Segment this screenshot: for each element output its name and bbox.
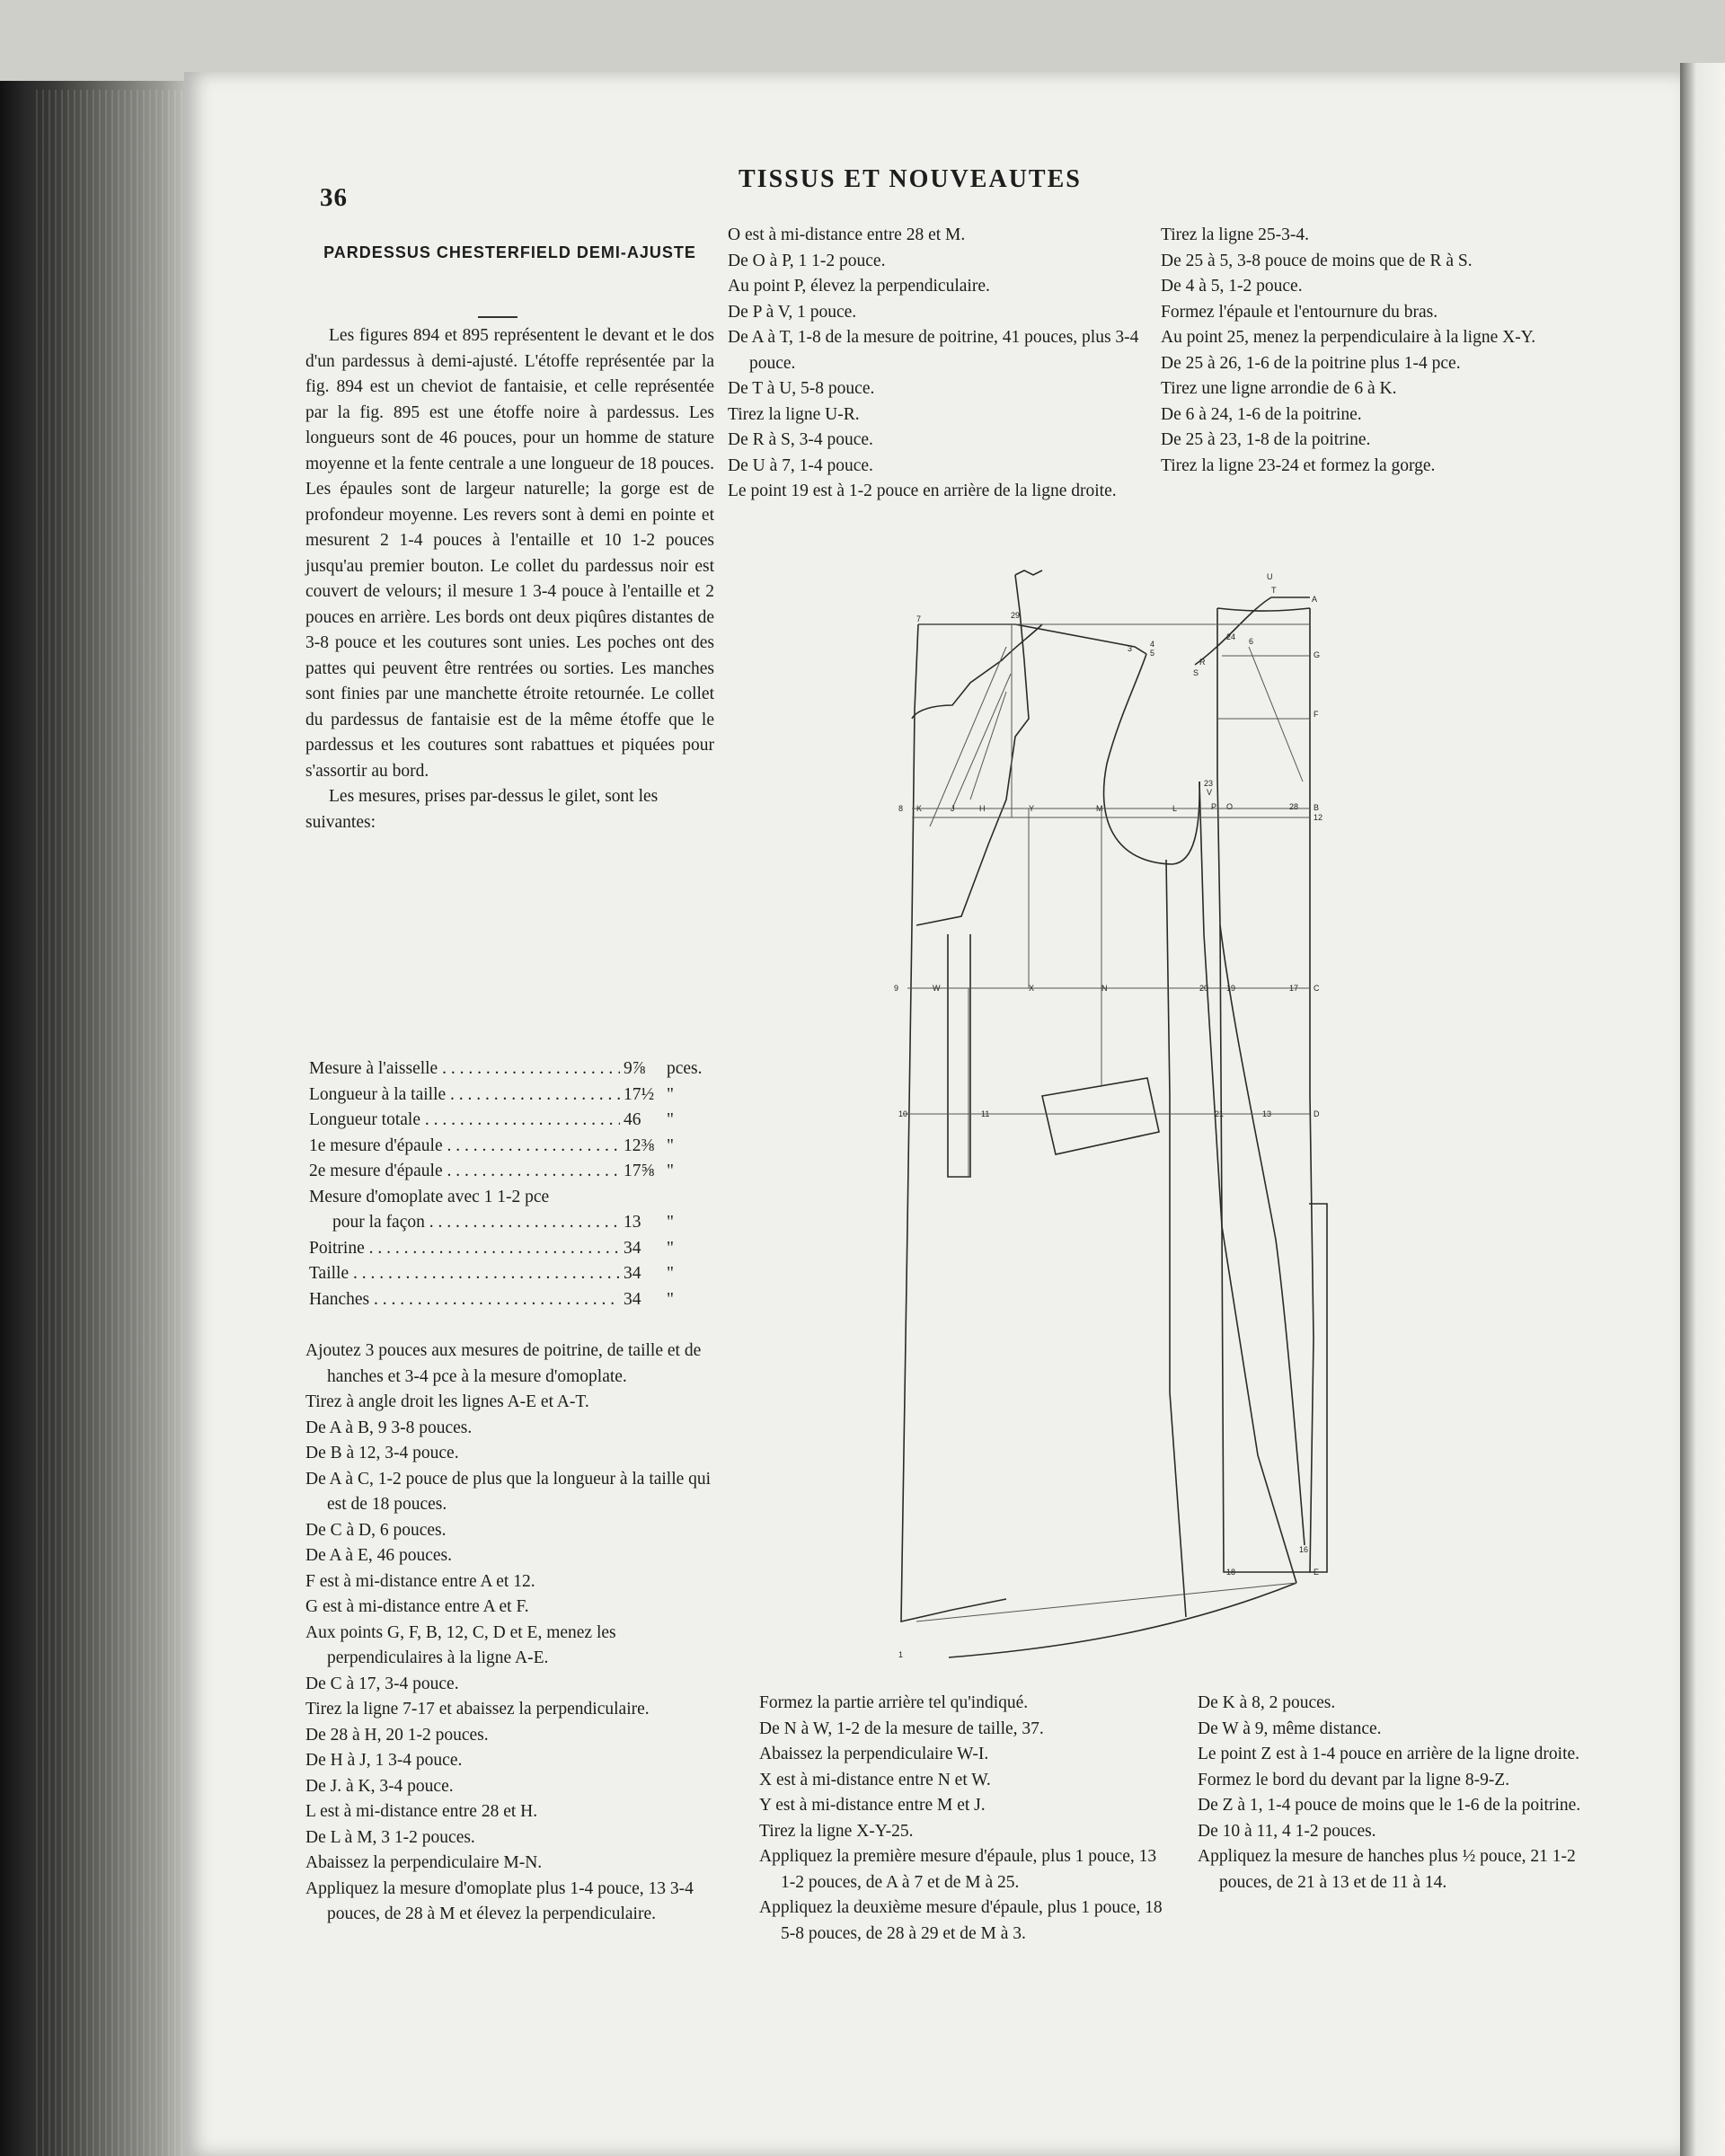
measurement-row <box>309 1134 713 1160</box>
measurement-value: 12⅜ <box>620 1134 663 1160</box>
step-text: Appliquez la première mesure d'épaule, plus 1 pouce, 13 1-2 pouces, de A à 7 et de M à 25. <box>759 1847 1157 1892</box>
label-D: D <box>1314 1109 1320 1118</box>
measurement-label: Longueur totale . . . <box>309 1108 620 1134</box>
measurement-unit: " <box>667 1213 674 1232</box>
column-1-steps <box>305 1339 714 1928</box>
label-E: E <box>1314 1568 1320 1577</box>
armhole-curve <box>1104 654 1200 864</box>
step-text: Ajoutez 3 pouces aux mesures de poitrine, de taille et de hanches et 3-4 pce à la mesure d'omoplate. <box>305 1341 702 1386</box>
label-K: K <box>916 804 923 813</box>
measurement-value: 17⅝ <box>620 1159 663 1185</box>
label-23: 23 <box>1204 779 1214 788</box>
label-7: 7 <box>916 614 922 623</box>
step-text: De 6 à 24, 1-6 de la poitrine. <box>1161 404 1362 424</box>
label-24: 24 <box>1226 632 1236 641</box>
pattern-svg <box>880 557 1464 1662</box>
step-text: De N à W, 1-2 de la mesure de taille, 37. <box>759 1719 1044 1738</box>
label-B: B <box>1314 803 1320 812</box>
measurement-label: Taille . . . <box>309 1261 620 1287</box>
step-text: Formez la partie arrière tel qu'indiqué. <box>759 1693 1029 1712</box>
step-text: Formez l'épaule et l'entournure du bras. <box>1161 302 1438 322</box>
back-side-seam <box>1199 782 1299 1583</box>
measurement-label: Poitrine . . . <box>309 1236 620 1262</box>
step-text: De O à P, 1 1-2 pouce. <box>728 251 886 270</box>
measurement-label: pour la façon . . . <box>309 1210 620 1236</box>
label-5: 5 <box>1150 649 1155 658</box>
diagonal-lapel1 <box>930 647 1006 826</box>
step-text: Formez le bord du devant par la ligne 8-9-Z. <box>1198 1770 1510 1789</box>
measurement-label: Mesure d'omoplate avec 1 1-2 pce <box>309 1187 550 1206</box>
label-U: U <box>1267 572 1273 581</box>
step-text: De L à M, 3 1-2 pouces. <box>305 1827 475 1847</box>
step-text: De W à 9, même distance. <box>1198 1719 1382 1738</box>
label-W: W <box>933 984 941 993</box>
label-O: O <box>1226 802 1234 811</box>
facing-page-edge <box>1680 63 1725 2156</box>
label-S: S <box>1193 668 1199 677</box>
measurement-row <box>309 1185 713 1211</box>
column-5 <box>1198 1691 1611 1895</box>
label-11: 11 <box>981 1109 990 1118</box>
step-text: Appliquez la mesure de hanches plus ½ pouce, 21 1-2 pouces, de 21 à 13 et de 11 à 14. <box>1198 1847 1576 1892</box>
step-text: G est à mi-distance entre A et F. <box>305 1597 529 1616</box>
measurement-label: 2e mesure d'épaule . . . <box>309 1159 620 1185</box>
step-text: Tirez une ligne arrondie de 6 à K. <box>1161 379 1397 398</box>
measurement-label: Mesure à l'aisselle . . . <box>309 1056 620 1082</box>
step-text: De U à 7, 1-4 pouce. <box>728 455 873 475</box>
measurement-row <box>309 1287 713 1313</box>
diagonal-lapel3 <box>970 692 1006 800</box>
section-title: PARDESSUS CHESTERFIELD DEMI-AJUSTE <box>323 243 696 261</box>
step-text: F est à mi-distance entre A et 12. <box>305 1571 535 1591</box>
step-text: Tirez la ligne 23-24 et formez la gorge. <box>1161 455 1436 475</box>
label-L: L <box>1172 804 1178 813</box>
label-C: C <box>1314 984 1320 993</box>
step-text: De A à B, 9 3-8 pouces. <box>305 1418 473 1437</box>
label-X: X <box>1029 984 1035 993</box>
step-text: De 28 à H, 20 1-2 pouces. <box>305 1725 489 1745</box>
step-text: De A à C, 1-2 pouce de plus que la longueur à la taille qui est de 18 pouces. <box>305 1469 712 1514</box>
step-text: De 25 à 23, 1-8 de la poitrine. <box>1161 430 1371 449</box>
measurement-row <box>309 1082 713 1109</box>
measurement-label: Hanches . . . <box>309 1287 620 1313</box>
front-bottom-curve <box>949 1583 1296 1657</box>
column-1 <box>305 323 714 835</box>
column-2 <box>728 223 1141 505</box>
pattern-labels <box>894 572 1322 1659</box>
column-3 <box>1161 223 1574 479</box>
step-text: Aux points G, F, B, 12, C, D et E, menez les perpendiculaires à la ligne A-E. <box>305 1622 616 1667</box>
label-3: 3 <box>1128 644 1133 653</box>
measurement-row <box>309 1108 713 1134</box>
label-16: 16 <box>1299 1545 1309 1554</box>
measurements-table <box>309 1056 713 1312</box>
step-text: De J. à K, 3-4 pouce. <box>305 1776 454 1796</box>
label-T: T <box>1271 586 1277 595</box>
step-text: Au point P, élevez la perpendiculaire. <box>728 277 990 296</box>
front-outline <box>901 624 1006 1621</box>
label-F: F <box>1314 710 1319 719</box>
measurement-row <box>309 1159 713 1185</box>
measurement-unit: " <box>667 1238 674 1258</box>
step-text: De H à J, 1 3-4 pouce. <box>305 1751 463 1770</box>
back-outline <box>1217 608 1314 1572</box>
step-text: De K à 8, 2 pouces. <box>1198 1693 1336 1712</box>
hem-guide <box>916 1583 1296 1621</box>
label-R: R <box>1199 658 1206 667</box>
running-head: TISSUS ET NOUVEAUTES <box>739 165 1082 193</box>
step-text: Tirez la ligne X-Y-25. <box>759 1821 914 1841</box>
step-text: De Z à 1, 1-4 pouce de moins que le 1-6 de la poitrine. <box>1198 1796 1581 1815</box>
measurement-row <box>309 1261 713 1287</box>
label-A: A <box>1312 595 1318 604</box>
back-neck <box>1217 608 1310 611</box>
step-text: De 4 à 5, 1-2 pouce. <box>1161 277 1303 296</box>
step-text: O est à mi-distance entre 28 et M. <box>728 225 966 244</box>
measurement-value: 34 <box>620 1236 663 1262</box>
side-seam <box>1166 860 1186 1617</box>
step-text: De 25 à 5, 3-8 pouce de moins que de R à S. <box>1161 251 1473 270</box>
measurement-unit: pces. <box>667 1059 703 1078</box>
step-text: De A à E, 46 pouces. <box>305 1546 453 1565</box>
step-text: Abaissez la perpendiculaire M-N. <box>305 1853 543 1872</box>
step-text: Tirez la ligne U-R. <box>728 404 860 424</box>
dart-rect <box>948 934 970 1177</box>
label-G: G <box>1314 650 1321 659</box>
step-text: Le point 19 est à 1-2 pouce en arrière de la ligne droite. <box>728 482 1117 500</box>
notch <box>1015 570 1042 575</box>
front-shoulder <box>918 624 1146 654</box>
label-8: 8 <box>898 804 904 813</box>
measurement-value: 9⅞ <box>620 1056 663 1082</box>
label-M: M <box>1096 804 1103 813</box>
step-text: De 10 à 11, 4 1-2 pouces. <box>1198 1821 1376 1841</box>
back-side-curve <box>1220 925 1305 1545</box>
measurement-value: 13 <box>620 1210 663 1236</box>
step-text: Appliquez la deuxième mesure d'épaule, plus 1 pouce, 18 5-8 pouces, de 28 à 29 et de M à 3. <box>759 1898 1163 1943</box>
step-text: Appliquez la mesure d'omoplate plus 1-4 pouce, 13 3-4 pouces, de 28 à M et élevez la perpendiculaire. <box>305 1878 694 1923</box>
label-17: 17 <box>1289 984 1299 993</box>
label-J: J <box>951 804 955 813</box>
step-text: Y est à mi-distance entre M et J. <box>759 1796 986 1815</box>
intro-paragraph: Les figures 894 et 895 représentent le devant et le dos d'un pardessus à demi-ajusté. L'étoffe représentée par la fig. 894 est un cheviot de fantaisie, et celle représentée par la fig. 895 est une étoffe noire à pardessus. Les longueurs sont de 46 pouces, pour un homme de stature moyenne et la fente centrale a une longueur de 18 pouces. Les épaules sont de largeur naturelle; la gorge est de profondeur moyenne. Les revers sont à demi en pointe et mesurent 2 1-4 pouces à l'entaille et 10 1-2 pouces jusqu'au premier bouton. Le collet du pardessus noir est couvert de velours; il mesure 1 3-4 pouce à l'entaille et 2 pouces en arrière. Les bords ont deux piqûres distantes de 3-8 pouce et les coutures sont unies. Les poches ont des pattes qui peuvent être rentrées ou sorties. Les manches sont finies par une manchette étroite retournée. Le collet du pardessus de fantaisie est de la même étoffe que le pardessus et les coutures sont rabattues et piquées pour s'assortir au bord. <box>305 326 714 781</box>
pocket-flap <box>1042 1078 1159 1154</box>
label-29: 29 <box>1011 611 1021 620</box>
step-text: L est à mi-distance entre 28 et H. <box>305 1802 538 1821</box>
label-10: 10 <box>898 1109 908 1118</box>
label-P: P <box>1211 802 1217 811</box>
label-N: N <box>1101 984 1108 993</box>
step-text: De C à 17, 3-4 pouce. <box>305 1674 459 1693</box>
step-text: Tirez à angle droit les lignes A-E et A-T. <box>305 1392 589 1411</box>
step-text: Le point Z est à 1-4 pouce en arrière de la ligne droite. <box>1198 1745 1580 1763</box>
step-text: De R à S, 3-4 pouce. <box>728 430 873 449</box>
page-edges <box>36 90 189 2156</box>
measurement-value: 34 <box>620 1261 663 1287</box>
measurement-row <box>309 1236 713 1262</box>
label-12: 12 <box>1314 813 1323 822</box>
step-text: De A à T, 1-8 de la mesure de poitrine, 41 pouces, plus 3-4 pouce. <box>728 328 1139 373</box>
step-text: De T à U, 5-8 pouce. <box>728 379 875 398</box>
measurement-value: 34 <box>620 1287 663 1313</box>
label-19: 19 <box>1226 984 1236 993</box>
label-13: 13 <box>1262 1109 1272 1118</box>
step-text: De 25 à 26, 1-6 de la poitrine plus 1-4 pce. <box>1161 353 1461 373</box>
label-6: 6 <box>1249 637 1254 646</box>
measurement-unit: " <box>667 1110 674 1129</box>
label-20: 20 <box>1199 984 1209 993</box>
step-text: Au point 25, menez la perpendiculaire à la ligne X-Y. <box>1161 328 1536 347</box>
step-text: De B à 12, 3-4 pouce. <box>305 1444 459 1462</box>
diagonal-armscye <box>1249 647 1303 782</box>
label-1: 1 <box>898 1650 904 1659</box>
measurement-unit: " <box>667 1162 674 1180</box>
measurements-intro: Les mesures, prises par-dessus le gilet, sont les suivantes: <box>305 787 659 832</box>
measurement-row <box>309 1056 713 1082</box>
label-H: H <box>979 804 986 813</box>
step-text: X est à mi-distance entre N et W. <box>759 1770 991 1789</box>
column-4 <box>759 1691 1172 1947</box>
step-text: Tirez la ligne 7-17 et abaissez la perpendiculaire. <box>305 1700 650 1719</box>
measurement-unit <box>663 1185 713 1211</box>
measurement-label: Longueur à la taille . . . <box>309 1082 620 1109</box>
label-4: 4 <box>1150 640 1155 649</box>
measurement-value: 46 <box>620 1108 663 1134</box>
label-28: 28 <box>1289 802 1299 811</box>
step-text: Abaissez la perpendiculaire W-I. <box>759 1745 989 1763</box>
pattern-diagram <box>880 557 1464 1662</box>
measurement-value: 17½ <box>620 1082 663 1109</box>
step-text: De C à D, 6 pouces. <box>305 1520 447 1540</box>
measurement-unit: " <box>667 1135 674 1155</box>
measurement-row <box>309 1210 713 1236</box>
step-text: Tirez la ligne 25-3-4. <box>1161 225 1309 244</box>
label-21: 21 <box>1215 1109 1225 1118</box>
measurement-label: 1e mesure d'épaule . . . <box>309 1134 620 1160</box>
label-Y: Y <box>1029 804 1035 813</box>
title-rule <box>478 316 518 318</box>
label-V: V <box>1207 788 1213 797</box>
label-9: 9 <box>894 984 899 993</box>
measurement-value <box>620 1185 663 1211</box>
measurement-unit: " <box>667 1289 674 1309</box>
page-number: 36 <box>320 183 348 212</box>
measurement-unit: " <box>667 1084 674 1104</box>
step-text: De P à V, 1 pouce. <box>728 302 857 322</box>
label-18: 18 <box>1226 1568 1236 1577</box>
measurement-unit: " <box>667 1264 674 1283</box>
